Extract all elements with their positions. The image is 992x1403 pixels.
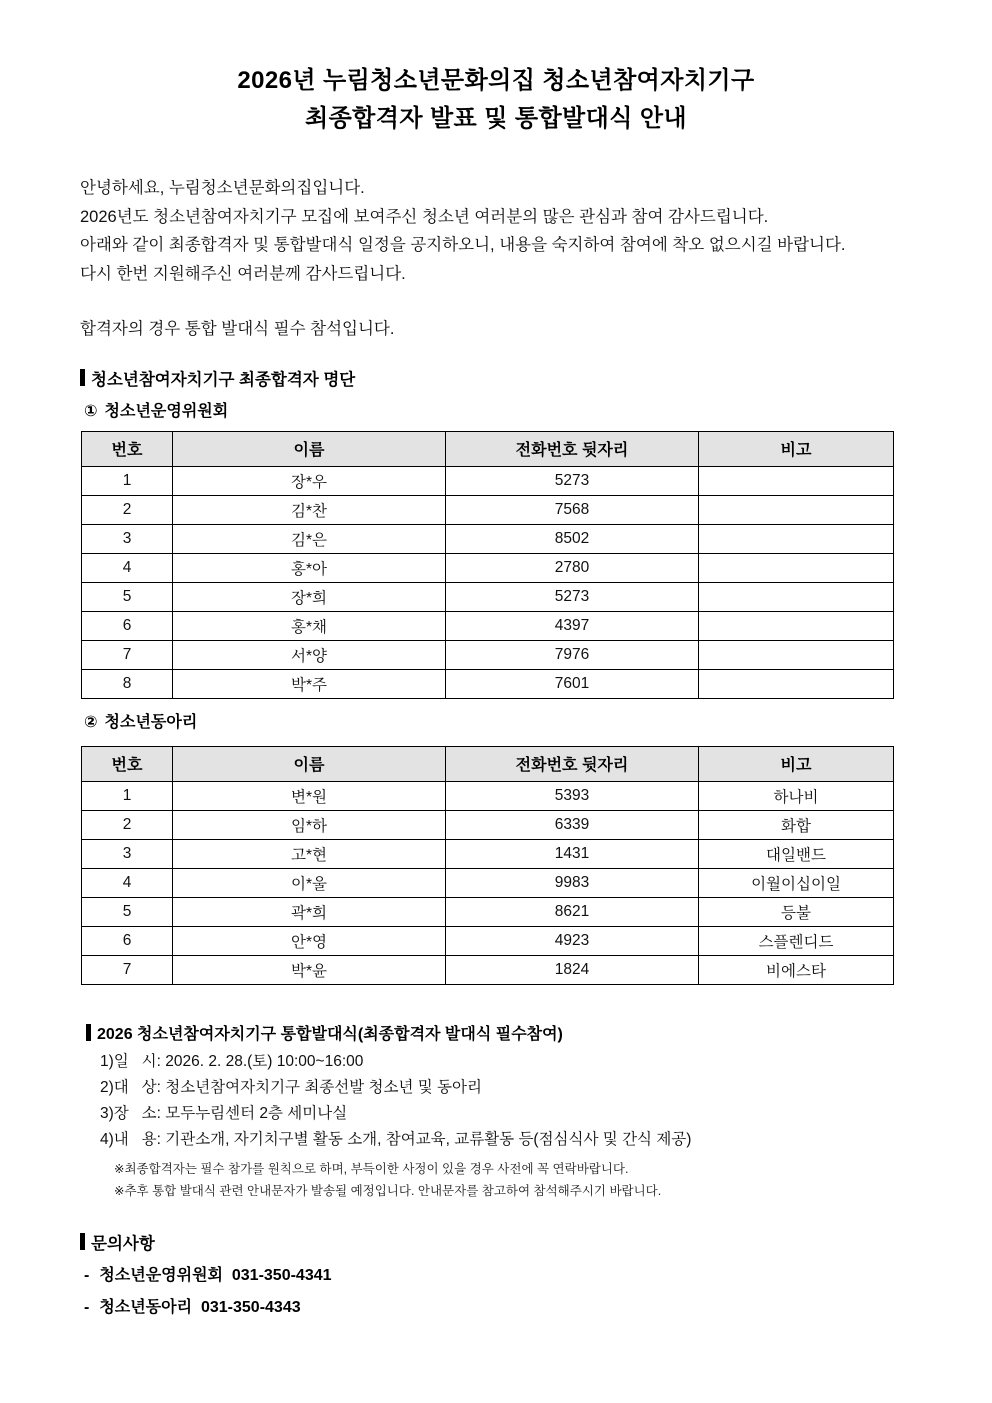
- col-header-no: 번호: [82, 431, 173, 466]
- cell-name: 김*은: [173, 524, 446, 553]
- cell-phone: 7976: [446, 640, 699, 669]
- event-section-heading-label: 2026 청소년참여자치기구 통합발대식(최종합격자 발대식 필수참여): [97, 1025, 563, 1043]
- contact-label: 청소년동아리: [99, 1298, 193, 1316]
- table-row: [82, 839, 894, 868]
- table-row: [82, 926, 894, 955]
- cell-memo: [699, 640, 894, 669]
- cell-no: 1: [82, 466, 173, 495]
- cell-no: 1: [82, 781, 173, 810]
- intro-line-1: 안녕하세요, 누림청소년문화의집입니다.: [80, 179, 365, 197]
- intro-paragraph: [0, 174, 992, 344]
- cell-phone: 8621: [446, 897, 699, 926]
- cell-memo: 화합: [699, 810, 894, 839]
- cell-name: 박*윤: [173, 955, 446, 984]
- contact-section-heading: [80, 1230, 992, 1254]
- cell-memo: [699, 611, 894, 640]
- cell-name: 고*현: [173, 839, 446, 868]
- cell-no: 7: [82, 955, 173, 984]
- group-2-table-wrap: [0, 746, 992, 985]
- intro-note: 합격자의 경우 통합 발대식 필수 참석입니다.: [80, 320, 395, 338]
- contact-entry-committee: [80, 1260, 992, 1292]
- cell-no: 6: [82, 926, 173, 955]
- table-header-row: [82, 746, 894, 781]
- cell-memo: 하나비: [699, 781, 894, 810]
- cell-memo: [699, 669, 894, 698]
- table-row: [82, 640, 894, 669]
- cell-name: 장*희: [173, 582, 446, 611]
- cell-name: 이*울: [173, 868, 446, 897]
- cell-phone: 4397: [446, 611, 699, 640]
- cell-no: 3: [82, 524, 173, 553]
- cell-memo: [699, 553, 894, 582]
- roster-table-youth-club: [81, 746, 894, 985]
- cell-phone: 2780: [446, 553, 699, 582]
- intro-line-4: 다시 한번 지원해주신 여러분께 감사드립니다.: [80, 264, 406, 283]
- cell-memo: [699, 582, 894, 611]
- cell-no: 4: [82, 868, 173, 897]
- cell-phone: 9983: [446, 868, 699, 897]
- cell-no: 3: [82, 839, 173, 868]
- contact-phone: 031-350-4343: [200, 1298, 301, 1316]
- cell-no: 8: [82, 669, 173, 698]
- col-header-name: 이름: [173, 746, 446, 781]
- title-line-2: 최종합격자 발표 및 통합발대식 안내: [304, 105, 688, 132]
- group-1-heading: [0, 398, 992, 421]
- cell-name: 박*주: [173, 669, 446, 698]
- col-header-name: 이름: [173, 431, 446, 466]
- title-line-1: 2026년 누림청소년문화의집 청소년참여자치기구: [237, 67, 755, 94]
- cell-phone: 7601: [446, 669, 699, 698]
- cell-phone: 4923: [446, 926, 699, 955]
- group-2-heading: [0, 709, 992, 732]
- section-bar-icon: [86, 1024, 91, 1041]
- cell-phone: 7568: [446, 495, 699, 524]
- cell-name: 임*하: [173, 810, 446, 839]
- event-item-datetime: 1)일 시: 2026. 2. 28.(토) 10:00~16:00: [100, 1052, 364, 1070]
- group-2-marker: ②: [84, 713, 98, 731]
- group-1-label: 청소년운영위원회: [104, 402, 229, 420]
- cell-phone: 1431: [446, 839, 699, 868]
- event-section-heading: [86, 1021, 992, 1044]
- cell-memo: 대일밴드: [699, 839, 894, 868]
- cell-name: 안*영: [173, 926, 446, 955]
- event-detail-list: [86, 1049, 992, 1153]
- cell-no: 5: [82, 897, 173, 926]
- cell-memo: 스플렌디드: [699, 926, 894, 955]
- cell-name: 홍*채: [173, 611, 446, 640]
- cell-memo: [699, 524, 894, 553]
- contact-label: 청소년운영위원회: [99, 1266, 223, 1284]
- group-2-label: 청소년동아리: [104, 713, 198, 731]
- contact-entry-club: [80, 1292, 992, 1324]
- cell-phone: 1824: [446, 955, 699, 984]
- col-header-phone: 전화번호 뒷자리: [446, 746, 699, 781]
- event-item-audience: 2)대 상: 청소년참여자치기구 최종선발 청소년 및 동아리: [100, 1078, 482, 1096]
- cell-no: 2: [82, 495, 173, 524]
- event-notes: [86, 1158, 992, 1202]
- col-header-phone: 전화번호 뒷자리: [446, 431, 699, 466]
- contact-dash-icon: -: [84, 1266, 90, 1284]
- event-note-2: ※추후 통합 발대식 관련 안내문자가 발송될 예정입니다. 안내문자를 참고하여 참석해주시기 바랍니다.: [114, 1183, 662, 1198]
- col-header-memo: 비고: [699, 431, 894, 466]
- cell-no: 4: [82, 553, 173, 582]
- group-1-table-wrap: [0, 431, 992, 699]
- table-row: [82, 495, 894, 524]
- cell-no: 5: [82, 582, 173, 611]
- intro-line-3: 아래와 같이 최종합격자 및 통합발대식 일정을 공지하오니, 내용을 숙지하여 참여에 착오 없으시길 바랍니다.: [80, 236, 846, 254]
- intro-spacer: [80, 288, 926, 315]
- cell-memo: 비에스타: [699, 955, 894, 984]
- table-row: [82, 781, 894, 810]
- group-1-marker: ①: [84, 402, 98, 420]
- cell-memo: [699, 466, 894, 495]
- contact-phone: 031-350-4341: [231, 1266, 332, 1284]
- document-title: [0, 0, 992, 138]
- table-row: [82, 553, 894, 582]
- cell-phone: 6339: [446, 810, 699, 839]
- section-bar-icon: [80, 1233, 85, 1250]
- cell-phone: 5393: [446, 781, 699, 810]
- event-section: [0, 1021, 992, 1202]
- table-row: [82, 669, 894, 698]
- cell-name: 곽*희: [173, 897, 446, 926]
- col-header-memo: 비고: [699, 746, 894, 781]
- cell-no: 2: [82, 810, 173, 839]
- event-item-venue: 3)장 소: 모두누림센터 2층 세미나실: [100, 1104, 348, 1122]
- cell-name: 홍*아: [173, 553, 446, 582]
- table-row: [82, 524, 894, 553]
- cell-memo: 이월이십이일: [699, 868, 894, 897]
- roster-section-heading-label: 청소년참여자치기구 최종합격자 명단: [91, 370, 356, 389]
- roster-table-youth-committee: [81, 431, 894, 699]
- cell-phone: 5273: [446, 582, 699, 611]
- cell-name: 변*원: [173, 781, 446, 810]
- contact-dash-icon: -: [84, 1298, 90, 1316]
- cell-phone: 5273: [446, 466, 699, 495]
- table-row: [82, 897, 894, 926]
- cell-memo: 등불: [699, 897, 894, 926]
- table-row: [82, 868, 894, 897]
- cell-name: 장*우: [173, 466, 446, 495]
- table-row: [82, 611, 894, 640]
- col-header-no: 번호: [82, 746, 173, 781]
- table-header-row: [82, 431, 894, 466]
- table-row: [82, 810, 894, 839]
- contact-section-heading-label: 문의사항: [91, 1234, 155, 1253]
- table-row: [82, 466, 894, 495]
- contact-section: [0, 1230, 992, 1324]
- cell-name: 김*찬: [173, 495, 446, 524]
- cell-no: 6: [82, 611, 173, 640]
- cell-memo: [699, 495, 894, 524]
- roster-section-heading: [0, 366, 992, 390]
- cell-name: 서*양: [173, 640, 446, 669]
- cell-phone: 8502: [446, 524, 699, 553]
- intro-line-2: 2026년도 청소년참여자치기구 모집에 보여주신 청소년 여러분의 많은 관심과 참여 감사드립니다.: [80, 207, 769, 226]
- table-row: [82, 582, 894, 611]
- table-row: [82, 955, 894, 984]
- event-note-1: ※최종합격자는 필수 참가를 원칙으로 하며, 부득이한 사정이 있을 경우 사전에 꼭 연락바랍니다.: [114, 1161, 629, 1176]
- event-item-content: 4)내 용: 기관소개, 자기치구별 활동 소개, 참여교육, 교류활동 등(점심식사 및 간식 제공): [100, 1130, 692, 1148]
- cell-no: 7: [82, 640, 173, 669]
- section-bar-icon: [80, 369, 85, 386]
